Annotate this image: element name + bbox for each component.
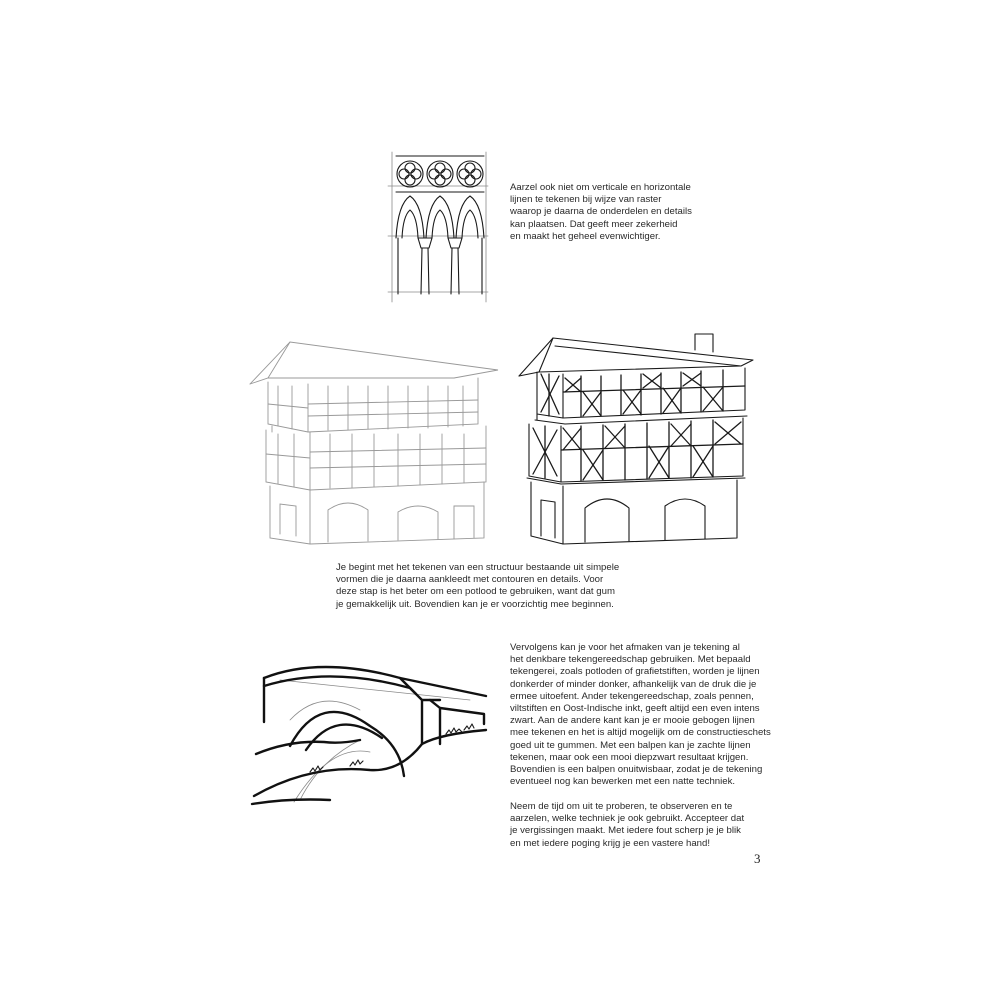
- text-line: waarop je daarna de onderdelen en details: [510, 206, 692, 218]
- text-line: aarzelen, welke techniek je ook gebruikt. Accepteer dat: [510, 813, 745, 825]
- building-construction-sketch: [248, 334, 500, 546]
- text-line: je vergissingen maakt. Met iedere fout scherp je je blik: [510, 825, 741, 837]
- text-line: eventueel nog kan bewerken met een natte techniek.: [510, 776, 736, 788]
- text-line: Je begint met het tekenen van een structuur bestaande uit simpele: [336, 562, 620, 573]
- stone-bridge-drawing: [250, 660, 490, 810]
- text-line: tekenen, maar ook een mooi diepzwart resultaat krijgen.: [510, 751, 749, 763]
- text-line: donkerder of minder donker, afhankelijk van de druk die je: [510, 678, 757, 690]
- text-line: Vervolgens kan je voor het afmaken van je tekening al: [510, 642, 740, 653]
- text-line: en met iedere poging krijg je een vastere hand!: [510, 837, 710, 849]
- text-line: vormen die je daarna aankleedt met contouren en details. Voor: [336, 574, 604, 586]
- half-timbered-house-drawing: [515, 330, 755, 548]
- intro-paragraph: [510, 182, 692, 243]
- text-line: zwart. Aan de andere kant kan je er mooie gebogen lijnen: [510, 715, 755, 727]
- tools-paragraph: [510, 642, 771, 788]
- text-line: je gemakkelijk uit. Bovendien kan je er voorzichtig mee beginnen.: [336, 598, 614, 610]
- text-line: kan plaatsen. Dat geeft meer zekerheid: [510, 218, 678, 230]
- page-number: 3: [754, 851, 761, 866]
- text-line: Neem de tijd om uit te proberen, te observeren en te: [510, 801, 733, 812]
- text-line: lijnen te tekenen bij wijze van raster: [510, 194, 662, 206]
- text-line: viltstiften en Oost-Indische inkt, geeft altijd een even intens: [510, 703, 760, 715]
- text-line: en maakt het geheel evenwichtiger.: [510, 230, 661, 242]
- text-line: Bovendien is een balpen onuitwisbaar, zodat je de tekening: [510, 764, 763, 776]
- text-line: ermee uitoefent. Ander tekengereedschap, zoals pennen,: [510, 690, 754, 702]
- text-line: goed uit te gummen. Met een balpen kan je zachte lijnen: [510, 739, 751, 751]
- text-line: tekengerei, zoals potloden of grafietstiften, worden je lijnen: [510, 666, 760, 678]
- text-line: het denkbare tekengereedschap gebruiken. Met bepaald: [510, 654, 751, 666]
- structure-paragraph: [336, 562, 619, 611]
- text-line: mee tekenen en het is altijd mogelijk om de constructieschets: [510, 727, 771, 739]
- text-line: Aarzel ook niet om verticale en horizontale: [510, 182, 691, 193]
- text-line: deze stap is het beter om een potlood te gebruiken, want dat gum: [336, 586, 615, 598]
- practice-paragraph: [510, 801, 744, 850]
- gothic-arcade-sketch: [388, 152, 488, 302]
